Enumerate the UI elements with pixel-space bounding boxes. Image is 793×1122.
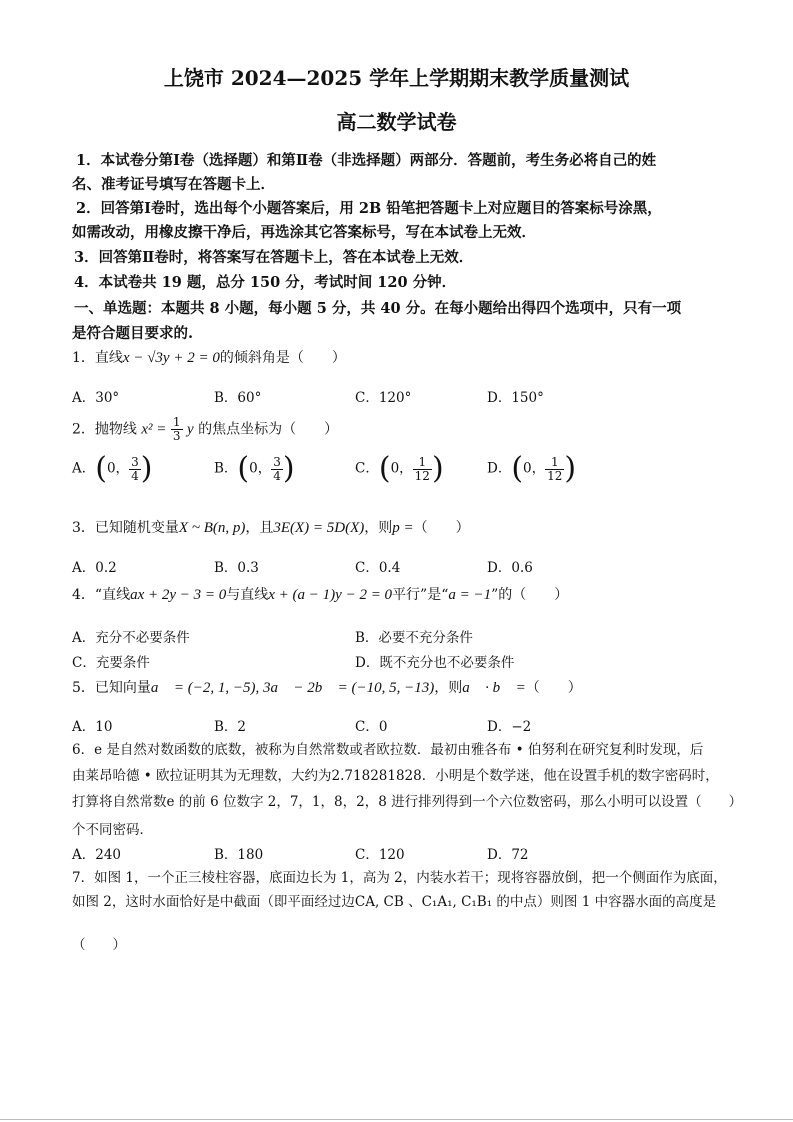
q2-option-b[interactable]: B．(0， $\frac{3}{4}$ ) [214,451,295,486]
note-line: 3．回答第Ⅱ卷时，将答案写在答题卡上，答在本试卷上无效． [74,249,474,266]
question-7-line: 7．如图 1，一个正三棱柱容器，底面边长为 1，高为 2，内装水若干；现将容器放倒，把一个侧面作为底面， [72,870,727,886]
note-line: 1．本试卷分第Ⅰ卷（选择题）和第Ⅱ卷（非选择题）两部分．答题前，考生务必将自己的姓 [76,152,657,169]
q1-option-d[interactable]: D．150° [487,390,544,406]
question-3: 3．已知随机变量X ~ B(n, p)，且3E(X) = 5D(X)，则p =（ ） [72,520,470,536]
exam-title: 上饶市 2024—2025 学年上学期期末教学质量测试 [163,66,630,90]
q4-option-d[interactable]: D．既不充分也不必要条件 [355,655,515,671]
question-4: 4．“直线ax + 2y − 3 = 0与直线x + (a − 1)y − 2 = 0平行”是“a = −1”的（ ） [72,587,569,603]
q3-option-c[interactable]: C．0.4 [355,560,401,576]
page-bottom-rule [0,1119,793,1120]
q2-fraction: $\frac{1}{3}$ [172,415,181,443]
q1-option-a[interactable]: A．30° [72,390,120,406]
q5-option-d[interactable]: D．−2 [487,719,532,735]
question-7-answer-blank: （ ） [72,937,126,953]
section-heading: 是符合题目要求的. [72,325,194,342]
question-6-line: 打算将自然常数e 的前 6 位数字 2，7，1，8，2，8 进行排列得到一个六位数密码，那么小明可以设置（ ） [72,794,743,810]
q5-option-b[interactable]: B．2 [214,719,247,735]
q5-option-c[interactable]: C．0 [355,719,388,735]
question-6-line: 个不同密码． [72,822,153,838]
question-6-line: 6．e 是自然对数函数的底数，被称为自然常数或者欧拉数．最初由雅各布 • 伯努利在研究复利时发现，后 [72,742,704,758]
q6-option-b[interactable]: B．180 [214,847,264,863]
q6-option-a[interactable]: A．240 [72,847,122,863]
q5-option-a[interactable]: A．10 [72,719,113,735]
q3-option-a[interactable]: A．0.2 [72,560,117,576]
note-line: 4．本试卷共 19 题，总分 150 分，考试时间 120 分钟． [74,274,457,291]
q1-option-c[interactable]: C．120° [355,390,412,406]
q4-option-a[interactable]: A．充分不必要条件 [72,630,190,646]
q1-equation: x − √3y + 2 = 0 [122,350,220,366]
section-heading: 一、单选题：本题共 8 小题，每小题 5 分，共 40 分。在每小题给出得四个选项中，只有一项 [74,300,682,317]
q2-option-d[interactable]: D．(0， $\frac{1}{12}$ ) [487,451,577,486]
question-7-line: 如图 2，这时水面恰好是中截面（即平面经过边CA, CB 、C₁A₁, C₁B₁ 的中点）则图 1 中容器水面的高度是 [72,894,717,910]
question-5: 5．已知向量a⃗ = (−2, 1, −5), 3a⃗ − 2b⃗ = (−10, 5, −13)，则a⃗ · b⃗ =（ ） [72,680,582,696]
question-6-line: 由莱昂哈德 • 欧拉证明其为无理数，大约为2.718281828．小明是个数学迷，他在设置手机的数字密码时， [72,768,719,784]
note-line: 2．回答第Ⅰ卷时，选出每个小题答案后，用 2B 铅笔把答题卡上对应题目的答案标号涂黑， [76,200,662,217]
q6-option-d[interactable]: D．72 [487,847,529,863]
q1-option-b[interactable]: B．60° [214,390,262,406]
note-line: 名、准考证号填写在答题卡上． [72,176,275,193]
question-2: 2．抛物线 x² = $\frac{1}{3}$ y 的焦点坐标为（ ） [72,415,339,443]
q4-option-c[interactable]: C．充要条件 [72,655,150,671]
q4-option-b[interactable]: B．必要不充分条件 [355,630,473,646]
q2-option-c[interactable]: C．(0， $\frac{1}{12}$ ) [355,451,444,486]
q6-option-c[interactable]: C．120 [355,847,405,863]
q2-option-a[interactable]: A．(0， $\frac{3}{4}$ ) [72,451,153,486]
exam-subtitle: 高二数学试卷 [336,110,457,134]
question-1: 1．直线x − √3y + 2 = 0的倾斜角是（ ） [72,350,346,366]
q3-option-b[interactable]: B．0.3 [214,560,259,576]
q3-option-d[interactable]: D．0.6 [487,560,533,576]
note-line: 如需改动，用橡皮擦干净后，再选涂其它答案标号，写在本试卷上无效． [72,224,536,241]
